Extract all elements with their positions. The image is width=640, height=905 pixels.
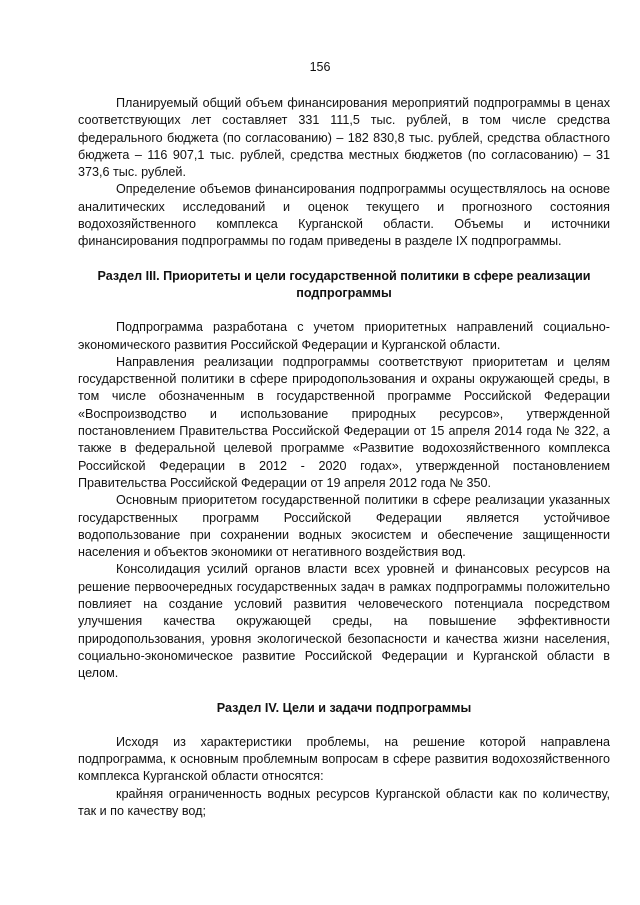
paragraph-consolidation: Консолидация усилий органов власти всех уровней и финансовых ресурсов на решение первоочередных государственных задач в рамках подпрограммы положительно повлияет на создание условий развития человеческого потенциала посредством улучшения качества окружающей среды, на повышение эффективности природопользования, уровня экологической безопасности и качества жизни населения, социально-экономическое развитие Российской Федерации и Курганской области в целом.	[78, 562, 610, 681]
paragraph-subprogram-developed: Подпрограмма разработана с учетом приоритетных направлений социально-экономического развития Российской Федерации и Курганской области.	[78, 320, 610, 352]
paragraph-financing-determination: Определение объемов финансирования подпрограммы осуществлялось на основе аналитических исследований и оценок текущего и прогнозного состояния водохозяйственного комплекса Курганской области. Объемы и источники финансирования подпрограммы по годам приведены в разделе IX подпрограммы.	[78, 182, 610, 249]
section-heading-iv: Раздел IV. Цели и задачи подпрограммы	[216, 700, 472, 715]
section-heading-iii: Раздел III. Приоритеты и цели государственной политики в сфере реализации подпрограммы	[97, 268, 591, 300]
paragraph-main-priority: Основным приоритетом государственной политики в сфере реализации указанных государственных программ Российской Федерации является устойчивое водопользование при сохранении водных экосистем и обеспечение защищенности населения и объектов экономики от негативного воздействия вод.	[78, 493, 610, 560]
paragraph-implementation-directions: Направления реализации подпрограммы соответствуют приоритетам и целям государственной политики в сфере природопользования и охраны окружающей среды, в том числе обозначенным в государственной программе Российской Федерации «Воспроизводство и использование природных ресурсов», утвержденной постановлением Правительства Российской Федерации от 15 апреля 2014 года № 322, а также в федеральной целевой программе «Развитие водохозяйственного комплекса Российской Федерации в 2012 - 2020 годах», утвержденной постановлением Правительства Российской Федерации от 19 апреля 2012 года № 350.	[78, 354, 610, 490]
paragraph-financing-volume: Планируемый общий объем финансирования мероприятий подпрограммы в ценах соответствующих лет составляет 331 111,5 тыс. рублей, в том числе средства федерального бюджета (по согласованию) – 182 830,8 тыс. рублей, средства областного бюджета – 116 907,1 тыс. рублей, средства местных бюджетов (по согласованию) – 31 373,6 тыс. рублей.	[78, 96, 610, 180]
paragraph-problem-characteristics: Исходя из характеристики проблемы, на решение которой направлена подпрограмма, к основным проблемным вопросам в сфере развития водохозяйственного комплекса Курганской области относятся:	[78, 734, 610, 784]
paragraph-water-limitation: крайняя ограниченность водных ресурсов Курганской области как по количеству, так и по качеству вод;	[78, 786, 610, 818]
page-number: 156	[309, 60, 331, 74]
document-body	[78, 95, 610, 820]
